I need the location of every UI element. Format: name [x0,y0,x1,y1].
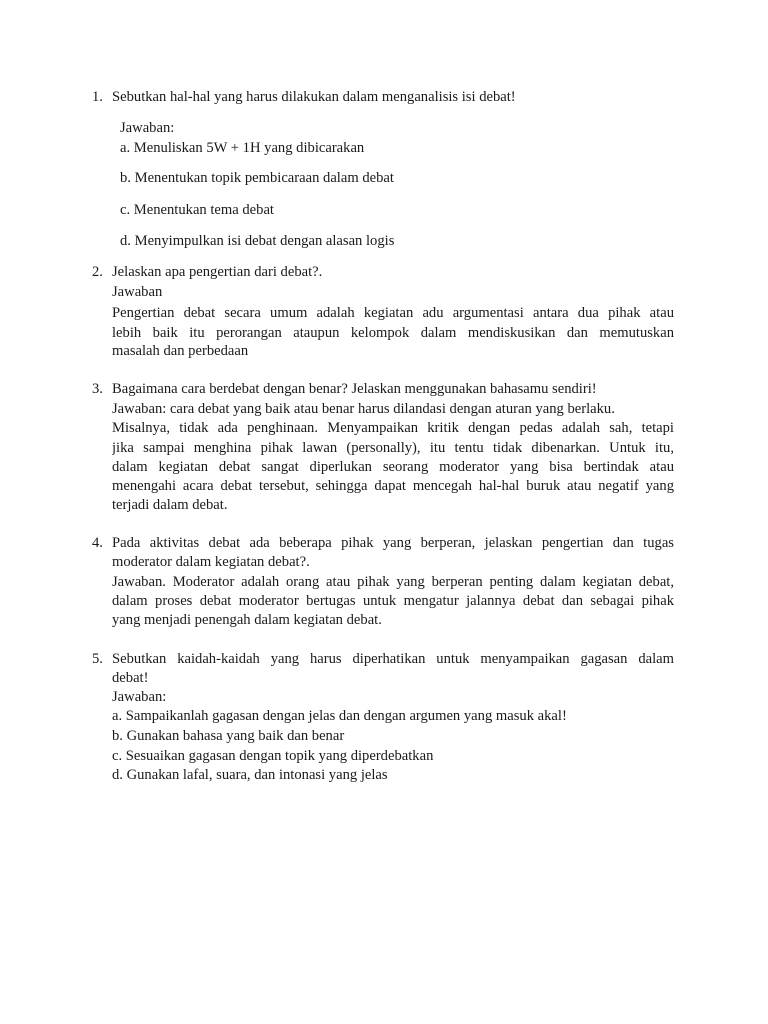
answer-line: Misalnya, tidak ada penghinaan. Menyampaikan kritik dengan pedas adalah sah, tetapi [112,420,674,436]
question-text: Jelaskan apa pengertian dari debat?. [112,264,323,280]
answer-line: jika sampai menghina pihak lawan (personally), itu tentu tidak dibenarkan. Untuk itu, [112,440,674,456]
answer-line: terjadi dalam debat. [112,497,228,513]
question-text: Bagaimana cara berdebat dengan benar? Jelaskan menggunakan bahasamu sendiri! [112,381,597,397]
question-text: debat! [112,670,149,686]
answer-line: dalam proses debat moderator bertugas untuk mengatur jalannya debat dan sebagai pihak [112,593,674,609]
question-number: 3. [92,381,103,397]
answer-item: b. Gunakan bahasa yang baik dan benar [112,728,345,744]
answer-line: dalam kegiatan debat sangat diperlukan seorang moderator yang bisa bertindak atau [112,459,674,475]
answer-line: masalah dan perbedaan [112,343,249,359]
answer-line: Pengertian debat secara umum adalah kegiatan adu argumentasi antara dua pihak atau [112,305,674,321]
answer-item: d. Gunakan lafal, suara, dan intonasi yang jelas [112,767,388,783]
answer-item: a. Menuliskan 5W + 1H yang dibicarakan [120,140,365,156]
question-text: Pada aktivitas debat ada beberapa pihak yang berperan, jelaskan pengertian dan tugas [112,535,674,551]
answer-item: b. Menentukan topik pembicaraan dalam debat [120,170,394,186]
answer-line: Jawaban. Moderator adalah orang atau pihak yang berperan penting dalam kegiatan debat, [112,574,674,590]
answer-line: lebih baik itu perorangan ataupun kelompok dalam mendiskusikan dan memutuskan [112,325,674,341]
question-text: Sebutkan kaidah-kaidah yang harus diperhatikan untuk menyampaikan gagasan dalam [112,651,674,667]
answer-line: yang menjadi penengah dalam kegiatan debat. [112,612,382,628]
answer-item: c. Sesuaikan gagasan dengan topik yang diperdebatkan [112,748,434,764]
answer-label: Jawaban: [120,120,175,136]
question-number: 4. [92,535,103,551]
answer-label: Jawaban [112,284,163,300]
answer-item: d. Menyimpulkan isi debat dengan alasan logis [120,233,395,249]
question-number: 1. [92,89,103,105]
answer-line: Jawaban: cara debat yang baik atau benar harus dilandasi dengan aturan yang berlaku. [112,401,615,417]
question-text: moderator dalam kegiatan debat?. [112,554,310,570]
answer-line: menengahi acara debat tersebut, sehingga dapat mencegah hal-hal buruk atau negatif yang [112,478,674,494]
question-number: 2. [92,264,103,280]
answer-label: Jawaban: [112,689,167,705]
answer-item: a. Sampaikanlah gagasan dengan jelas dan dengan argumen yang masuk akal! [112,708,567,724]
question-number: 5. [92,651,103,667]
answer-item: c. Menentukan tema debat [120,202,274,218]
question-text: Sebutkan hal-hal yang harus dilakukan dalam menganalisis isi debat! [112,89,516,105]
